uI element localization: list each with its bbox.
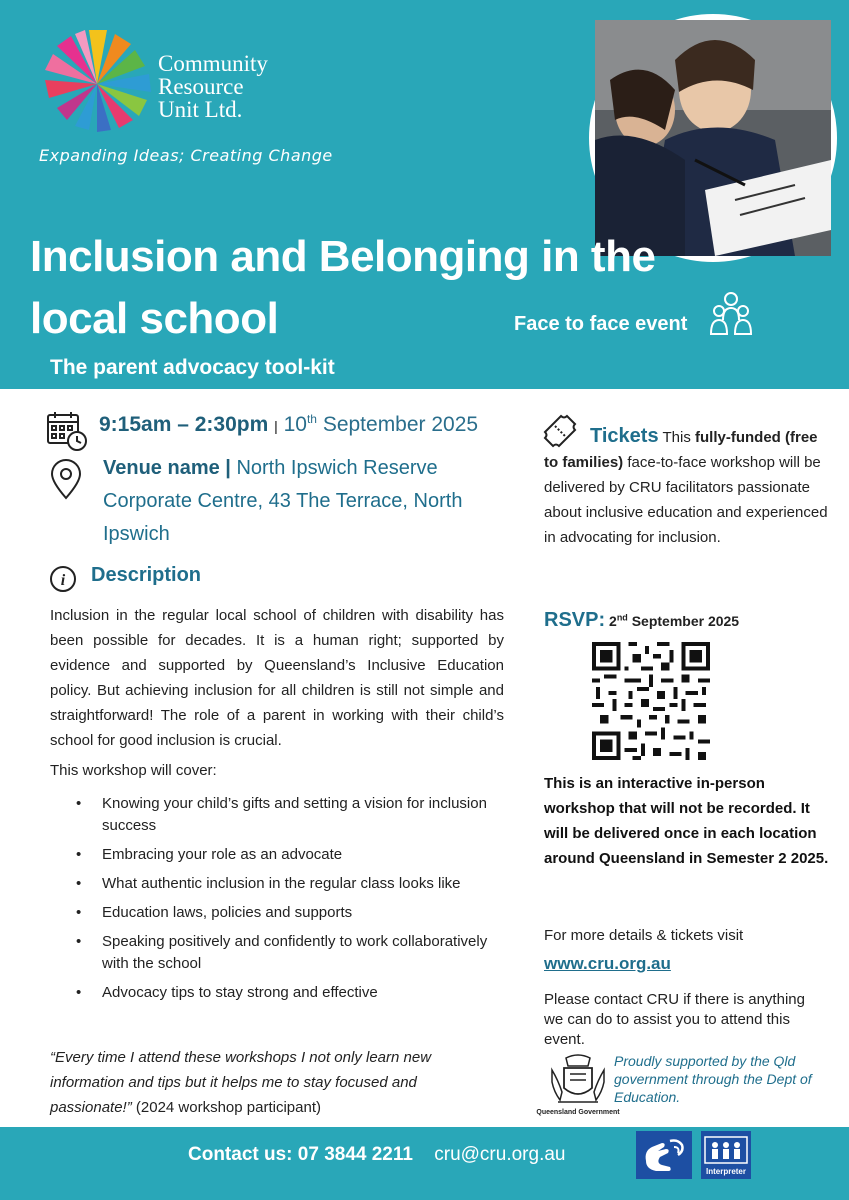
svg-text:i: i [60,572,66,589]
details-text: For more details & tickets visit [544,927,744,944]
government-support-note: Proudly supported by the Qld government through the Dept of Education. [614,1053,812,1105]
event-date-rest: September 2025 [322,413,479,436]
description-body: Inclusion in the regular local school of children with disability has been possible for decades. It is a human right; supported by evidence and supported by Queensland’s Inclusive Education policy. But achieving inclusion for all children is still not simple and straightforward! The role of a parent in working with their child’s school for good inclusion is crucial. [50,607,504,749]
event-time: 9:15am – 2:30pm [99,413,269,436]
list-item: • Advocacy tips to stay strong and effective [76,982,496,1004]
time-separator: | [274,418,278,434]
org-name-line3: Unit Ltd. [158,97,243,122]
participant-quote [50,1045,490,1120]
event-date-suffix: th [306,412,317,426]
workshop-cover-intro: This workshop will cover: [50,762,217,779]
rsvp-line [544,609,739,632]
interpreter-icon [701,1131,751,1179]
event-date-day: 10 [283,413,307,436]
calendar-clock-icon [46,410,88,452]
location-pin-icon [50,460,82,500]
list-item: • Speaking positively and confidently to work collaboratively with the school [76,931,496,975]
list-item: • Embracing your role as an advocate [76,844,496,866]
list-item: • Education laws, policies and supports [76,902,496,924]
students-photo-illustration [595,20,831,256]
in-person-notice: This is an interactive in-person workshop that will not be recorded. It will be delivered once in each location around Queensland in Semester 2 2025. [544,775,829,867]
event-type-label: Face to face event [514,313,688,335]
list-item: • Knowing your child’s gifts and setting a vision for inclusion success [76,793,496,837]
venue-address: North Ipswich Reserve Corporate Centre, 43 The Terrace, North Ipswich [103,457,463,545]
workshop-topics-list [76,793,496,1011]
tickets-free-note: fully-funded (free to families) [544,429,818,471]
website-link[interactable]: www.cru.org.au [544,954,671,973]
rsvp-suffix: nd [616,612,628,623]
venue-block [103,452,503,551]
queensland-government-crest [536,1052,620,1124]
info-icon [49,565,77,593]
interpreter-label: Interpreter [705,1167,747,1176]
crest-text: Queensland Government [536,1109,620,1116]
venue-label: Venue name | [103,457,231,479]
rsvp-date-rest: September 2025 [631,613,740,629]
event-time-date [99,412,478,437]
quote-text: “Every time I attend these workshops I not only learn new information and tips but it helps me to stay focused and passionate!” [50,1049,432,1116]
rsvp-day: 2 [609,613,617,629]
page-title: Inclusion and Belonging in the local school [30,232,656,343]
contact-cru-text: Please contact CRU if there is anything we can do to assist you to attend this event. [544,991,805,1048]
tickets-block [544,424,834,550]
tickets-heading: Tickets [590,425,659,447]
tickets-intro: This [662,429,691,446]
org-name [158,52,268,121]
people-group-icon [707,290,755,336]
footer-phone[interactable]: Contact us: 07 3844 2211 [188,1144,413,1165]
rsvp-label: RSVP: [544,609,606,631]
rsvp-qr-code[interactable] [592,642,710,760]
list-item: • What authentic inclusion in the regular class looks like [76,873,496,895]
org-name-line1: Community [158,51,268,76]
quote-attribution: (2024 workshop participant) [135,1099,321,1116]
tickets-description: face-to-face workshop will be delivered by CRU facilitators passionate about inclusive education and experienced in advocating for inclusion. [544,454,828,546]
footer-contact [188,1144,565,1166]
org-name-line2: Resource [158,74,244,99]
students-photo [589,14,837,262]
sign-language-icon [636,1131,692,1179]
footer-email[interactable]: cru@cru.org.au [434,1144,566,1165]
cru-logo [38,26,156,134]
page-subtitle: The parent advocacy tool-kit [50,356,335,379]
description-heading: Description [91,564,202,586]
org-tagline: Expanding Ideas; Creating Change [39,146,333,165]
